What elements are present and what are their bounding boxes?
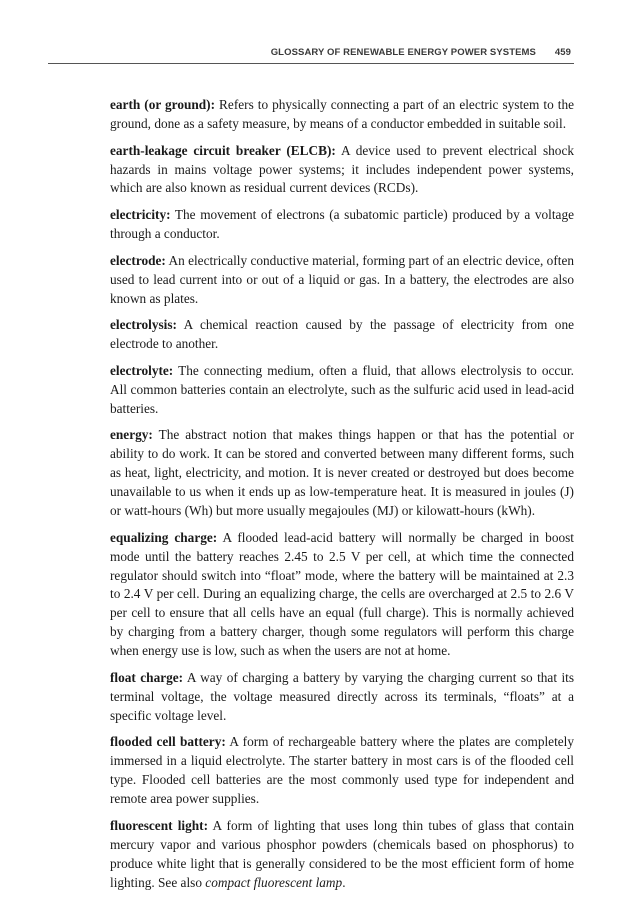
glossary-entry: [110, 316, 574, 354]
glossary-term: fluorescent light:: [110, 817, 209, 833]
glossary-entry: [110, 733, 574, 809]
glossary-term: flooded cell battery:: [110, 734, 226, 750]
glossary-term: electricity:: [110, 207, 171, 223]
cross-reference: compact fluorescent lamp: [205, 874, 343, 890]
glossary-definition: The abstract notion that makes things happen or that has the potential or ability to do work. It can be stored and converted between many different forms, such as heat, light, electricity, and motion. It is never created or destroyed but does become unavailable to us when it ends up as low-temperature heat. It is measured in joules (J) or watt-hours (Wh) but more usually megajoules (MJ) or kilowatt-hours (kWh).: [110, 427, 574, 518]
glossary-definition: A form of rechargeable battery where the plates are completely immersed in a liquid electrolyte. The starter battery in most cars is of the flooded cell type. Flooded cell batteries are the most commonly used type for independent and remote area power supplies.: [110, 734, 575, 807]
glossary-entry: [110, 252, 574, 309]
glossary-definition: An electrically conductive material, forming part of an electric device, often used to lead current into or out of a liquid or gas. In a battery, the electrodes are also known as plates.: [110, 252, 574, 306]
glossary-definition: Refers to physically connecting a part of an electric system to the ground, done as a safety measure, by means of a conductor embedded in suitable soil.: [110, 97, 574, 131]
glossary-definition: A chemical reaction caused by the passage of electricity from one electrode to another.: [110, 317, 574, 352]
glossary-definition: A device used to prevent electrical shock hazards in mains voltage power systems; it includes independent power systems, which are also known as residual current devices (RCDs).: [110, 142, 574, 196]
glossary-definition: A flooded lead-acid battery will normally be charged in boost mode until the battery reaches 2.45 to 2.5 V per cell, at which time the connected regulator should switch into “float” mode, where the battery will be maintained at 2.3 to 2.4 V per cell. During an equalizing charge, the cells are overcharged at 2.5 to 2.6 V per cell to ensure that all cells have an equal (full charge). This is normally achieved by charging from a battery charger, though some regulators will perform this charge when energy use is low, such as when the users are not at home.: [110, 529, 574, 659]
entry-terminal-period: .: [342, 874, 346, 890]
glossary-definition: The connecting medium, often a fluid, that allows electrolysis to occur. All common batteries contain an electrolyte, such as the sulfuric acid used in lead-acid batteries.: [110, 362, 574, 416]
glossary-term: electrode:: [110, 252, 166, 268]
glossary-term: electrolyte:: [110, 362, 174, 378]
glossary-entry: [110, 426, 574, 521]
glossary-definition: A way of charging a battery by varying the charging current so that its terminal voltage, the voltage measured directly across its terminals, “floats” at a specific voltage level.: [110, 669, 575, 723]
glossary-term: equalizing charge:: [110, 529, 218, 545]
glossary-definition: A form of lighting that uses long thin tubes of glass that contain mercury vapor and various phosphor powders (chemicals based on phosphorus) to produce white light that is generally considered to be the most efficient form of home lighting. See also: [110, 817, 574, 890]
running-header: [48, 44, 574, 64]
glossary-body: [110, 96, 574, 900]
glossary-entry: [110, 96, 574, 134]
glossary-term: float charge:: [110, 669, 184, 685]
running-header-title: GLOSSARY OF RENEWABLE ENERGY POWER SYSTEMS: [270, 47, 536, 58]
glossary-entry: [110, 817, 574, 893]
glossary-entry: [110, 669, 574, 726]
glossary-definition: The movement of electrons (a subatomic particle) produced by a voltage through a conductor.: [110, 207, 574, 242]
glossary-term: electrolysis:: [110, 317, 177, 333]
glossary-term: earth (or ground):: [110, 97, 216, 112]
glossary-term: energy:: [110, 427, 153, 443]
glossary-entry: [110, 206, 574, 244]
page-number: 459: [554, 47, 571, 58]
glossary-entry: [110, 362, 574, 419]
glossary-entry: [110, 142, 574, 199]
glossary-term: earth-leakage circuit breaker (ELCB):: [110, 142, 336, 158]
glossary-entry: [110, 529, 574, 661]
